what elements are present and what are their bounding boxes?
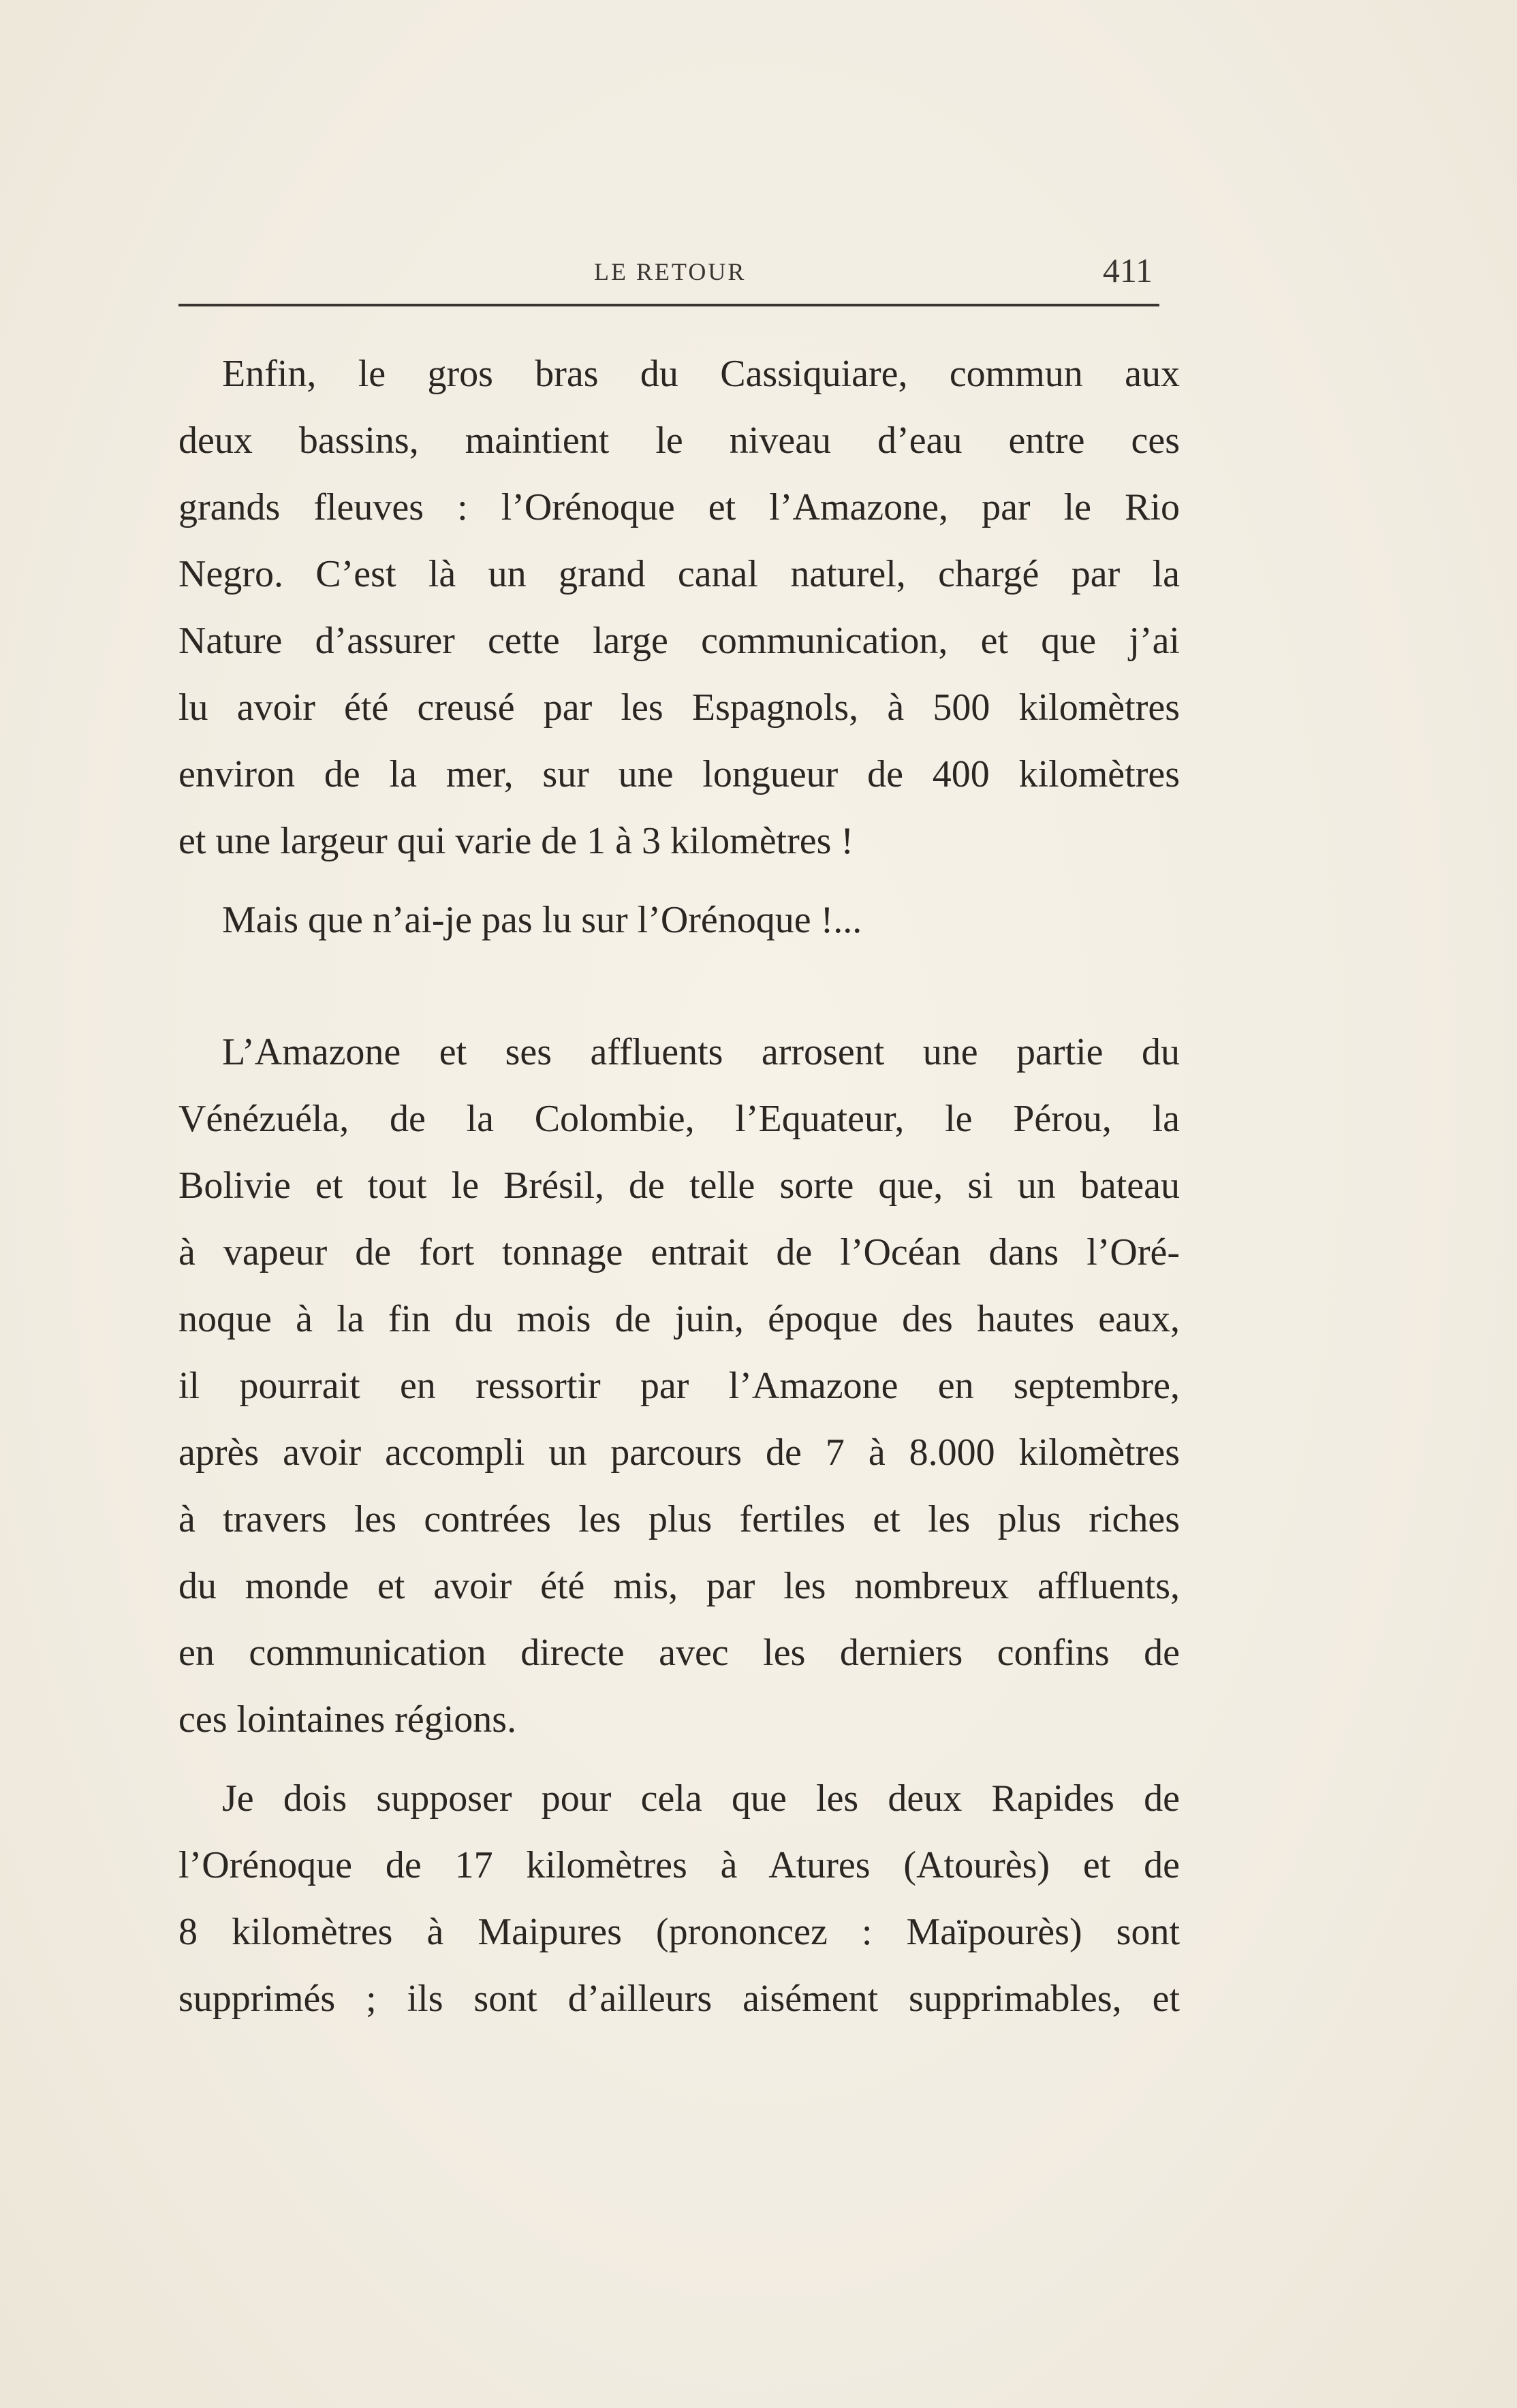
- text-line: Nature d’assurer cette large communication, et que j’ai: [178, 620, 1180, 662]
- paragraph-3: [178, 1019, 1180, 1753]
- text-line: Mais que n’ai-je pas lu sur l’Orénoque !...: [222, 899, 862, 941]
- text-line: grands fleuves : l’Orénoque et l’Amazone, par le Rio: [178, 486, 1180, 528]
- text-line: à travers les contrées les plus fertiles et les plus riches: [178, 1498, 1180, 1540]
- paragraph-gap: [178, 1753, 1180, 1765]
- text-line: lu avoir été creusé par les Espagnols, à 500 kilomètres: [178, 686, 1180, 729]
- text-line: supprimés ; ils sont d’ailleurs aisément supprimables, et: [178, 1978, 1180, 2020]
- text-line: environ de la mer, sur une longueur de 400 kilomètres: [178, 753, 1180, 795]
- running-title: LE RETOUR: [594, 258, 747, 285]
- text-line: l’Orénoque de 17 kilomètres à Atures (Atourès) et de: [178, 1844, 1180, 1886]
- text-line: ces lointaines régions.: [178, 1698, 517, 1741]
- paragraph-1: [178, 340, 1180, 874]
- body-text: [178, 340, 1180, 2032]
- text-line: Bolivie et tout le Brésil, de telle sorte que, si un bateau: [178, 1165, 1180, 1207]
- text-line: Enfin, le gros bras du Cassiquiare, commun aux: [222, 353, 1180, 395]
- text-line: à vapeur de fort tonnage entrait de l’Océan dans l’Oré-: [178, 1231, 1180, 1273]
- page-header: [178, 245, 1159, 293]
- text-line: 8 kilomètres à Maipures (prononcez : Maïpourès) sont: [178, 1911, 1180, 1953]
- text-line: Je dois supposer pour cela que les deux Rapides de: [222, 1777, 1180, 1820]
- text-line: et une largeur qui varie de 1 à 3 kilomètres !: [178, 820, 854, 862]
- paragraph-4: [178, 1765, 1180, 2032]
- text-line: il pourrait en ressortir par l’Amazone en septembre,: [178, 1365, 1180, 1407]
- text-line: noque à la fin du mois de juin, époque des hautes eaux,: [178, 1298, 1180, 1340]
- text-line: du monde et avoir été mis, par les nombreux affluents,: [178, 1565, 1180, 1607]
- text-line: Vénézuéla, de la Colombie, l’Equateur, le Pérou, la: [178, 1098, 1180, 1140]
- text-line: L’Amazone et ses affluents arrosent une partie du: [222, 1031, 1180, 1073]
- text-line: après avoir accompli un parcours de 7 à 8.000 kilomètres: [178, 1431, 1180, 1474]
- text-line: en communication directe avec les derniers confins de: [178, 1632, 1180, 1674]
- section-break: [178, 953, 1180, 1019]
- paragraph-2: [178, 887, 1180, 953]
- paragraph-gap: [178, 874, 1180, 887]
- page-number: 411: [1102, 251, 1153, 289]
- text-line: deux bassins, maintient le niveau d’eau entre ces: [178, 419, 1180, 462]
- text-line: Negro. C’est là un grand canal naturel, chargé par la: [178, 553, 1180, 595]
- header-rule: [178, 304, 1159, 306]
